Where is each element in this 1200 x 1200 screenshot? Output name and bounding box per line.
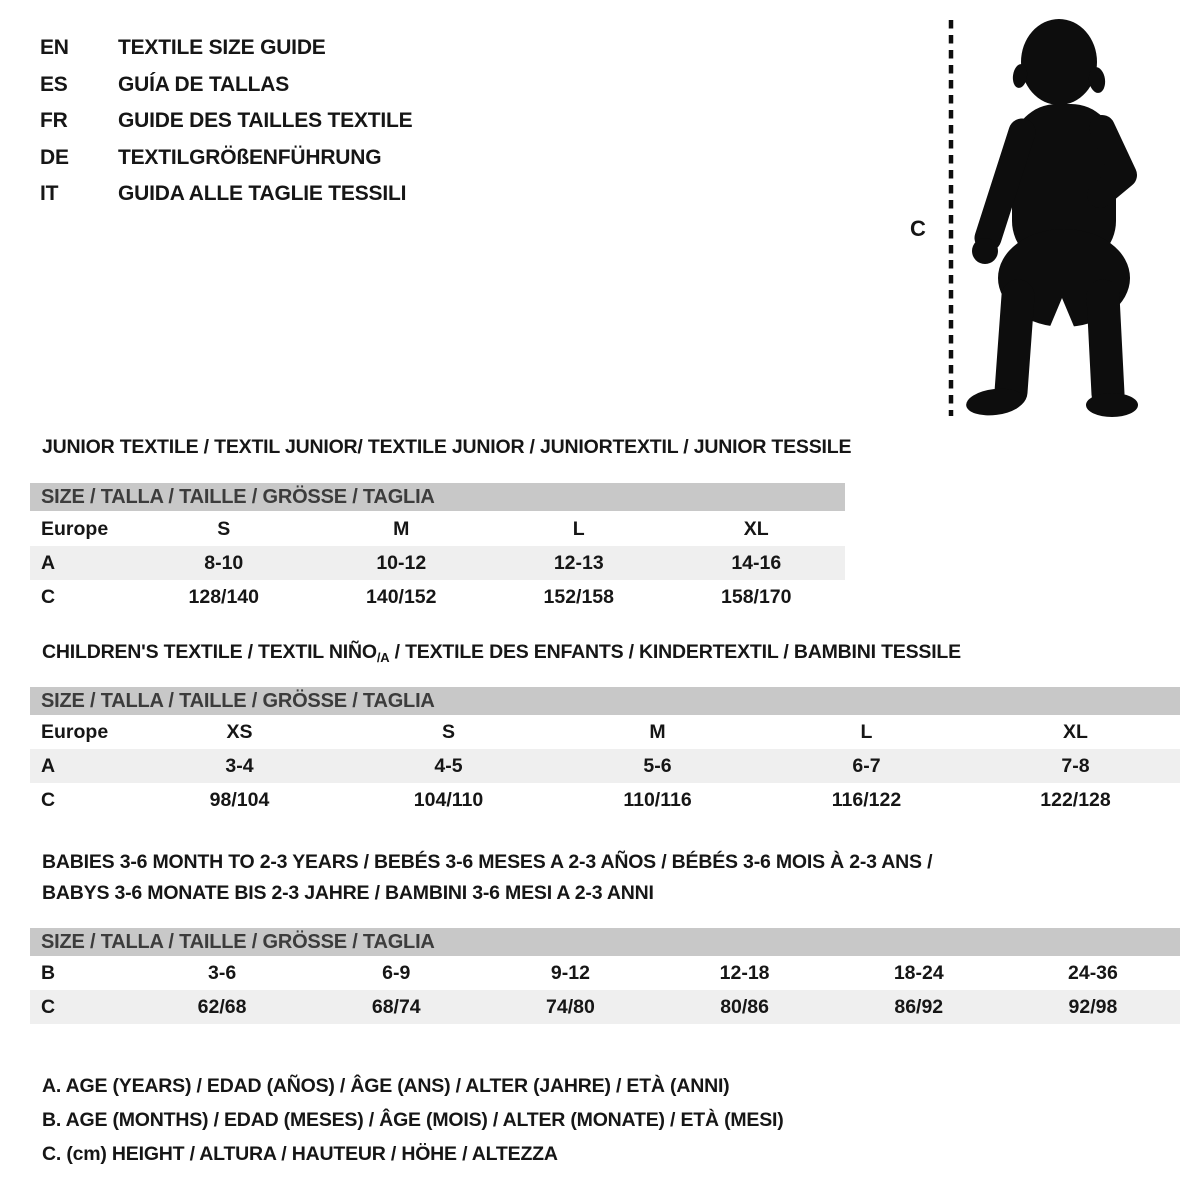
table-cell: M xyxy=(393,517,410,540)
table-cell: M xyxy=(649,720,666,743)
row-label: Europe xyxy=(41,720,109,743)
children-size-header-text: SIZE / TALLA / TAILLE / GRÖSSE / TAGLIA xyxy=(41,689,435,712)
row-label: C xyxy=(41,585,56,608)
table-cell: 3-4 xyxy=(225,754,254,777)
lang-row-de xyxy=(40,140,412,177)
lang-code-en: EN xyxy=(40,36,69,59)
table-cell: 3-6 xyxy=(207,961,237,984)
table-cell: 14-16 xyxy=(731,551,782,574)
table-cell: L xyxy=(860,720,873,743)
table-cell: XL xyxy=(1063,720,1088,743)
lang-code-fr: FR xyxy=(40,109,68,132)
children-title-sub: /A xyxy=(376,650,390,665)
junior-row-height xyxy=(30,580,845,614)
table-cell: 68/74 xyxy=(371,995,421,1018)
row-label: A xyxy=(41,754,56,777)
legend-line-a: A. AGE (YEARS) / EDAD (AÑOS) / ÂGE (ANS) / ALTER (JAHRE) / ETÀ (ANNI) xyxy=(42,1075,730,1097)
table-cell: 24-36 xyxy=(1068,961,1118,984)
lang-title-de: TEXTILGRÖßENFÜHRUNG xyxy=(118,145,382,169)
children-row-age xyxy=(30,749,1180,783)
table-cell: 10-12 xyxy=(376,551,427,574)
table-cell: 92/98 xyxy=(1068,995,1118,1018)
table-cell: 12-18 xyxy=(719,961,770,984)
children-row-height xyxy=(30,783,1180,817)
children-title-part1: CHILDREN'S TEXTILE / TEXTIL NIÑO xyxy=(42,641,377,663)
table-cell: 128/140 xyxy=(188,585,259,608)
baby-silhouette-icon xyxy=(940,12,1150,422)
table-cell: 86/92 xyxy=(894,995,944,1018)
babies-size-header-text: SIZE / TALLA / TAILLE / GRÖSSE / TAGLIA xyxy=(41,930,435,953)
table-cell: 80/86 xyxy=(720,995,769,1018)
lang-title-es: GUÍA DE TALLAS xyxy=(118,72,290,96)
junior-size-header-text: SIZE / TALLA / TAILLE / GRÖSSE / TAGLIA xyxy=(41,485,435,508)
lang-row-it xyxy=(40,176,412,213)
babies-size-header-bar xyxy=(30,928,1180,956)
table-cell: XS xyxy=(226,720,253,743)
children-section-title xyxy=(42,641,961,665)
lang-title-fr: GUIDE DES TAILLES TEXTILE xyxy=(118,109,413,132)
lang-title-it: GUIDA ALLE TAGLIE TESSILI xyxy=(118,182,407,205)
table-cell: 74/80 xyxy=(546,995,595,1018)
table-cell: S xyxy=(217,517,231,540)
table-cell: L xyxy=(572,517,585,540)
table-cell: S xyxy=(441,720,455,743)
junior-row-europe xyxy=(30,512,845,546)
legend-line-c: C. (cm) HEIGHT / ALTURA / HAUTEUR / HÖHE / ALTEZZA xyxy=(42,1142,558,1165)
table-cell: 6-9 xyxy=(382,961,411,984)
junior-row-age xyxy=(30,546,845,580)
table-cell: 110/116 xyxy=(623,788,692,811)
table-cell: 104/110 xyxy=(413,788,484,811)
table-cell: 122/128 xyxy=(1040,788,1111,811)
table-cell: 140/152 xyxy=(366,585,437,608)
table-cell: 18-24 xyxy=(893,961,944,984)
table-cell: 152/158 xyxy=(543,585,614,608)
table-cell: 6-7 xyxy=(852,754,881,777)
height-measure-label: C xyxy=(910,216,926,241)
lang-code-it: IT xyxy=(40,182,59,205)
row-label: A xyxy=(41,551,56,574)
table-cell: 7-8 xyxy=(1061,754,1090,777)
table-cell: 5-6 xyxy=(643,754,672,777)
lang-code-es: ES xyxy=(40,72,68,96)
table-cell: 98/104 xyxy=(209,788,270,811)
row-label: B xyxy=(41,961,56,984)
lang-row-fr xyxy=(40,103,412,140)
row-label: C xyxy=(41,788,56,811)
row-label: C xyxy=(41,995,56,1018)
junior-size-header-bar xyxy=(30,483,845,511)
row-label: Europe xyxy=(41,517,109,540)
babies-section-title-line1: BABIES 3-6 MONTH TO 2-3 YEARS / BEBÉS 3-6 MESES A 2-3 AÑOS / BÉBÉS 3-6 MOIS À 2-3 ANS / xyxy=(42,851,933,873)
lang-row-es xyxy=(40,67,412,104)
lang-title-en: TEXTILE SIZE GUIDE xyxy=(118,36,326,59)
junior-section-title: JUNIOR TEXTILE / TEXTIL JUNIOR/ TEXTILE JUNIOR / JUNIORTEXTIL / JUNIOR TESSILE xyxy=(42,436,852,458)
table-cell: 4-5 xyxy=(434,754,463,777)
table-cell: 158/170 xyxy=(721,585,792,608)
lang-row-en xyxy=(40,30,412,67)
legend xyxy=(42,1070,784,1171)
table-cell: 8-10 xyxy=(204,551,244,574)
baby-silhouette-shape xyxy=(965,19,1138,418)
legend-line-b: B. AGE (MONTHS) / EDAD (MESES) / ÂGE (MOIS) / ALTER (MONATE) / ETÀ (MESI) xyxy=(42,1108,784,1131)
children-size-header-bar xyxy=(30,687,1180,715)
babies-section-title-line2: BABYS 3-6 MONATE BIS 2-3 JAHRE / BAMBINI 3-6 MESI A 2-3 ANNI xyxy=(42,882,654,904)
children-title-part2: / TEXTILE DES ENFANTS / KINDERTEXTIL / BAMBINI TESSILE xyxy=(389,641,961,663)
lang-code-de: DE xyxy=(40,145,69,169)
table-cell: 116/122 xyxy=(831,788,902,811)
babies-row-height xyxy=(30,990,1180,1024)
table-cell: 9-12 xyxy=(550,961,590,984)
language-title-list xyxy=(40,30,412,213)
table-cell: 62/68 xyxy=(197,995,247,1018)
table-cell: 12-13 xyxy=(553,551,604,574)
babies-row-months xyxy=(30,956,1180,990)
table-cell: XL xyxy=(743,517,769,540)
children-row-europe xyxy=(30,715,1180,749)
